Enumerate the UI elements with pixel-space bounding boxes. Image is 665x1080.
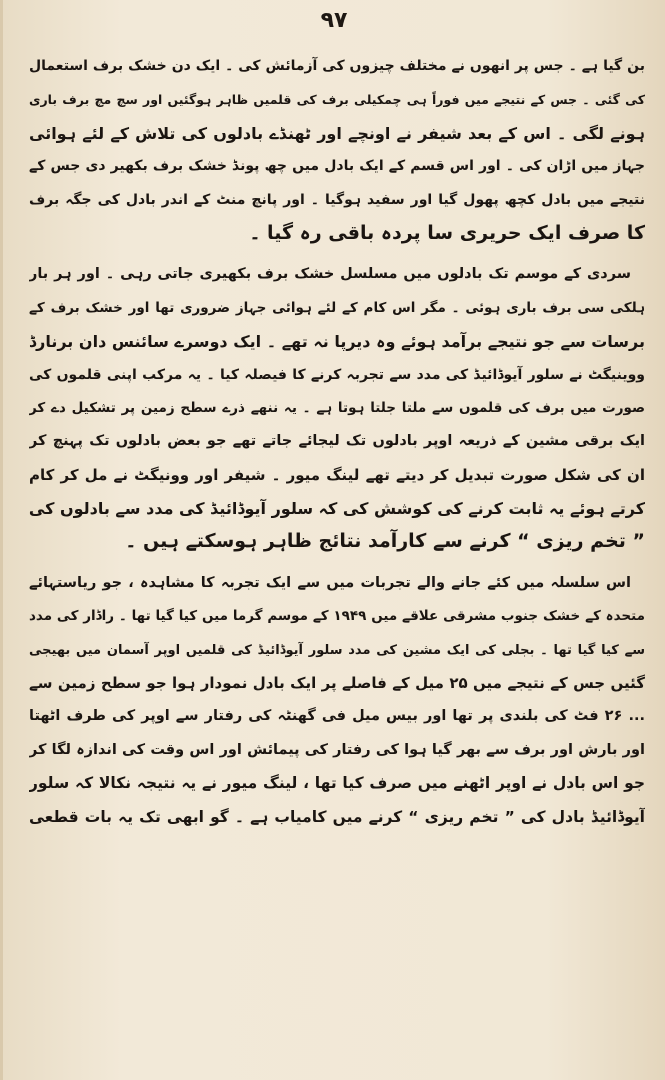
text-line: ” تخم ریزی “ کرنے سے کارآمد نتائج ظاہر ہوسکتے ہیں ۔: [125, 530, 645, 553]
body-text: [29, 50, 645, 834]
text-line: ... ۲۶ فٹ کی بلندی پر تھا اور بیس میل فی گھنٹہ کی رفتار سے اوپر کی طرف اٹھتا: [29, 708, 645, 725]
text-line: کی گئی ۔ جس کے نتیجے میں فوراً ہی چمکیلی برف کی قلمیں ظاہر ہوگئیں اور سچ مچ برف باری: [29, 92, 645, 108]
text-line: کا صرف ایک حریری سا پردہ باقی رہ گیا ۔: [249, 221, 645, 244]
text-line: گئیں جس کے نتیجے میں ۲۵ میل کے فاصلے پر ایک بادل نمودار ہوا جو سطح زمین سے: [29, 674, 645, 693]
text-line: برسات سے جو نتیجے برآمد ہوئے وہ دیرپا نہ تھے ۔ ایک دوسرے سائنس دان برنارڈ: [29, 332, 645, 352]
text-line: کرتے ہوئے یہ ثابت کرنے کی کوشش کی کہ سلور آیوڈائیڈ کی مدد سے بادلوں کی: [29, 499, 645, 519]
text-line: سے کیا گیا تھا ۔ بجلی کی ایک مشین کی مدد سلور آیوڈائیڈ کی قلمیں اوپر آسمان میں بھیجی: [29, 642, 645, 658]
paragraph-gap: [29, 250, 645, 258]
paragraph-1: [29, 50, 645, 250]
paragraph-2: [29, 258, 645, 559]
paragraph-gap: [29, 559, 645, 567]
text-line: جو اس بادل نے اوپر اٹھنے میں صرف کیا تھا ، لینگ میور نے یہ نتیجہ نکالا کہ سلور: [29, 774, 645, 793]
paragraph-3: [29, 567, 645, 834]
text-line: اس سلسلہ میں کئے جانے والے تجربات میں سے ایک تجربہ کا مشاہدہ ، جو ریاستہائے: [29, 574, 631, 591]
text-line: صورت میں برف کی قلموں سے ملتا جلتا ہوتا ہے ۔ یہ ننھے ذرے سطح زمین پر تشکیل دے کر: [29, 399, 645, 416]
page-number: ۹۷: [320, 8, 348, 33]
text-line: ان کی شکل صورت تبدیل کر دیتے تھے لینگ میور ۔ شیفر اور وونیگٹ نے مل کر کام: [29, 465, 645, 484]
text-line: بن گیا ہے ۔ جس پر انھوں نے مختلف چیزوں کی آزمائش کی ۔ ایک دن خشک برف استعمال: [29, 58, 645, 74]
text-line: نتیجے میں بادل کچھ پھول گیا اور سفید ہوگیا ۔ اور پانچ منٹ کے اندر بادل کی جگہ برف: [29, 191, 645, 208]
text-line: ہلکی سی برف باری ہوئی ۔ مگر اس کام کے لئے ہوائی جہاز ضروری تھا اور خشک برف کے: [29, 299, 645, 316]
text-line: ایک برقی مشین کے ذریعہ اوپر بادلوں تک لیجائے جاتے تھے جو بعض بادلوں تک پہنچ کر: [29, 433, 645, 450]
text-line: جہاز میں اڑان کی ۔ اور اس قسم کے ایک بادل میں چھ پونڈ خشک برف بکھیر دی جس کے: [29, 158, 645, 175]
text-line: متحدہ کے خشک جنوب مشرقی علاقے میں ۱۹۴۹ کے موسم گرما میں کیا گیا تھا ۔ راڈار کی مدد: [29, 608, 645, 625]
text-line: آیوڈائیڈ بادل کی ” تخم ریزی “ کرنے میں کامیاب ہے ۔ گو ابھی تک یہ بات قطعی: [29, 807, 645, 826]
text-line: ووینیگٹ نے سلور آیوڈائیڈ کی مدد سے تجربہ کرنے کا فیصلہ کیا ۔ یہ مرکب اپنی قلموں کی: [29, 366, 645, 383]
text-line: سردی کے موسم تک بادلوں میں مسلسل خشک برف بکھیری جاتی رہی ۔ اور ہر بار: [29, 266, 631, 283]
text-line: ہونے لگی ۔ اس کے بعد شیفر نے اونچے اور ٹھنڈے بادلوں کی تلاش کے لئے ہوائی: [29, 123, 645, 143]
text-line: اور بارش اور برف سے بھر گیا ہوا کی رفتار کی پیمائش اور اس وقت کی اندازہ لگا کر: [29, 741, 645, 758]
